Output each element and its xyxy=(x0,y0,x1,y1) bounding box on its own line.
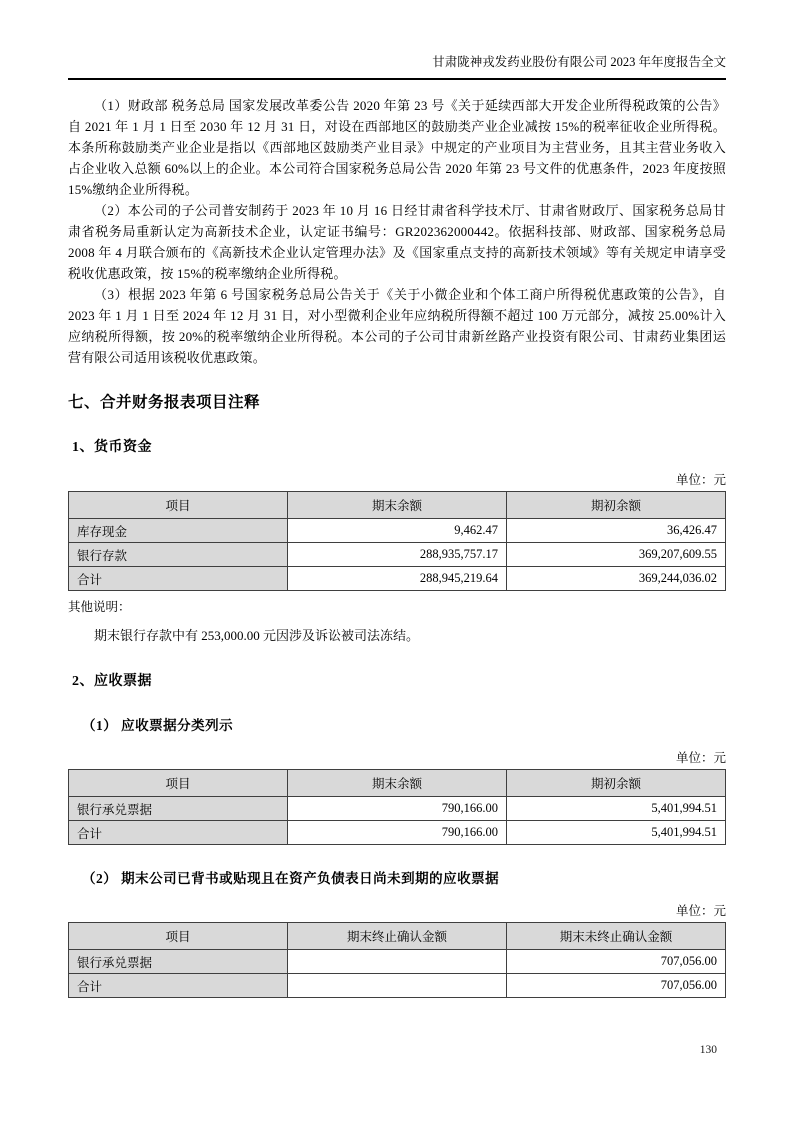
notes-receivable-classification-table xyxy=(68,769,726,845)
value-cell: 369,244,036.02 xyxy=(507,567,726,591)
row-label-cell: 银行承兑票据 xyxy=(69,797,288,821)
row-label-cell: 合计 xyxy=(69,567,288,591)
value-cell: 369,207,609.55 xyxy=(507,543,726,567)
value-cell: 288,935,757.17 xyxy=(288,543,507,567)
frozen-deposit-note: 期末银行存款中有 253,000.00 元因涉及诉讼被司法冻结。 xyxy=(94,628,420,643)
value-cell: 790,166.00 xyxy=(288,821,507,845)
unit-label-part2: 单位：元 xyxy=(675,904,726,918)
table-header-row xyxy=(69,770,726,797)
value-cell: 707,056.00 xyxy=(507,950,726,974)
row-label-cell: 合计 xyxy=(69,821,288,845)
section-seven-title: 七、合并财务报表项目注释 xyxy=(68,394,261,411)
other-note-label: 其他说明： xyxy=(68,600,131,614)
monetary-funds-table xyxy=(68,491,726,591)
value-cell: 707,056.00 xyxy=(507,974,726,998)
value-cell: 36,426.47 xyxy=(507,519,726,543)
page-number: 130 xyxy=(699,1044,717,1056)
value-cell: 9,462.47 xyxy=(288,519,507,543)
column-header: 期末余额 xyxy=(288,770,507,797)
table-header-row xyxy=(69,923,726,950)
endorsed-discounted-notes-table xyxy=(68,922,726,998)
table-row xyxy=(69,519,726,543)
value-cell: 5,401,994.51 xyxy=(507,797,726,821)
row-label-cell: 银行承兑票据 xyxy=(69,950,288,974)
column-header: 项目 xyxy=(69,770,288,797)
value-cell: 5,401,994.51 xyxy=(507,821,726,845)
column-header: 期初余额 xyxy=(507,492,726,519)
value-cell: 288,945,219.64 xyxy=(288,567,507,591)
column-header: 期末终止确认金额 xyxy=(288,923,507,950)
unit-label-monetary-funds: 单位：元 xyxy=(675,473,726,487)
page-header xyxy=(68,54,726,80)
value-cell: 790,166.00 xyxy=(288,797,507,821)
row-label-cell: 银行存款 xyxy=(69,543,288,567)
tax-note-2: （2）本公司的子公司普安制药于 2023 年 10 月 16 日经甘肃省科学技术厅、甘肃省财政厅、国家税务总局甘肃省税务局重新认定为高新技术企业，认定证书编号：GR202362000442。依据科技部、财政部、国家税务总局 2008 年 4 月联合颁布的《高新技术企业认定管理办法》及《国家重点支持的高新技术领域》等有关规定申请享受税收优惠政策，按 15%的税率缴纳企业所得税。 xyxy=(68,203,726,281)
column-header: 期初余额 xyxy=(507,770,726,797)
row-label-cell: 库存现金 xyxy=(69,519,288,543)
tax-preference-notes xyxy=(68,95,726,368)
tax-note-3: （3）根据 2023 年第 6 号国家税务总局公告关于《关于小微企业和个体工商户所得税优惠政策的公告》，自 2023 年 1 月 1 日至 2024 年 12 月 31 日，对小型微利企业年应纳税所得额不超过 100 万元部分，减按 25.00%计入应纳税所得额，按 20%的税率缴纳企业所得税。本公司的子公司甘肃新丝路产业投资有限公司、甘肃药业集团运营有限公司适用该税收优惠政策。 xyxy=(68,287,726,365)
tax-note-1: （1）财政部 税务总局 国家发展改革委公告 2020 年第 23 号《关于延续西部大开发企业所得税政策的公告》自 2021 年 1 月 1 日至 2030 年 12 月 31 日，对设在西部地区的鼓励类产业企业减按 15%的税率征收企业所得税。本条所称鼓励类产业企业是指以《西部地区鼓励类产业目录》中规定的产业项目为主营业务，且其主营业务收入占企业收入总额 60%以上的企业。本公司符合国家税务总局公告 2020 年第 23 号文件的优惠条件，2023 年度按照 15%缴纳企业所得税。 xyxy=(68,98,726,197)
value-cell xyxy=(288,974,507,998)
table-row xyxy=(69,543,726,567)
table-row xyxy=(69,797,726,821)
value-cell xyxy=(288,950,507,974)
notes-receivable-part2-title: （2） 期末公司已背书或贴现且在资产负债表日尚未到期的应收票据 xyxy=(82,871,500,886)
unit-label-part1: 单位：元 xyxy=(675,751,726,765)
column-header: 项目 xyxy=(69,492,288,519)
column-header: 期末未终止确认金额 xyxy=(507,923,726,950)
table-row xyxy=(69,974,726,998)
column-header: 期末余额 xyxy=(288,492,507,519)
table-row xyxy=(69,821,726,845)
subsection-notes-receivable-title: 2、应收票据 xyxy=(72,674,152,689)
subsection-monetary-funds-title: 1、货币资金 xyxy=(72,440,152,455)
row-label-cell: 合计 xyxy=(69,974,288,998)
column-header: 项目 xyxy=(69,923,288,950)
report-title: 甘肃陇神戎发药业股份有限公司 2023 年年度报告全文 xyxy=(432,55,726,69)
table-header-row xyxy=(69,492,726,519)
table-row xyxy=(69,950,726,974)
notes-receivable-part1-title: （1） 应收票据分类列示 xyxy=(82,718,234,733)
table-row xyxy=(69,567,726,591)
